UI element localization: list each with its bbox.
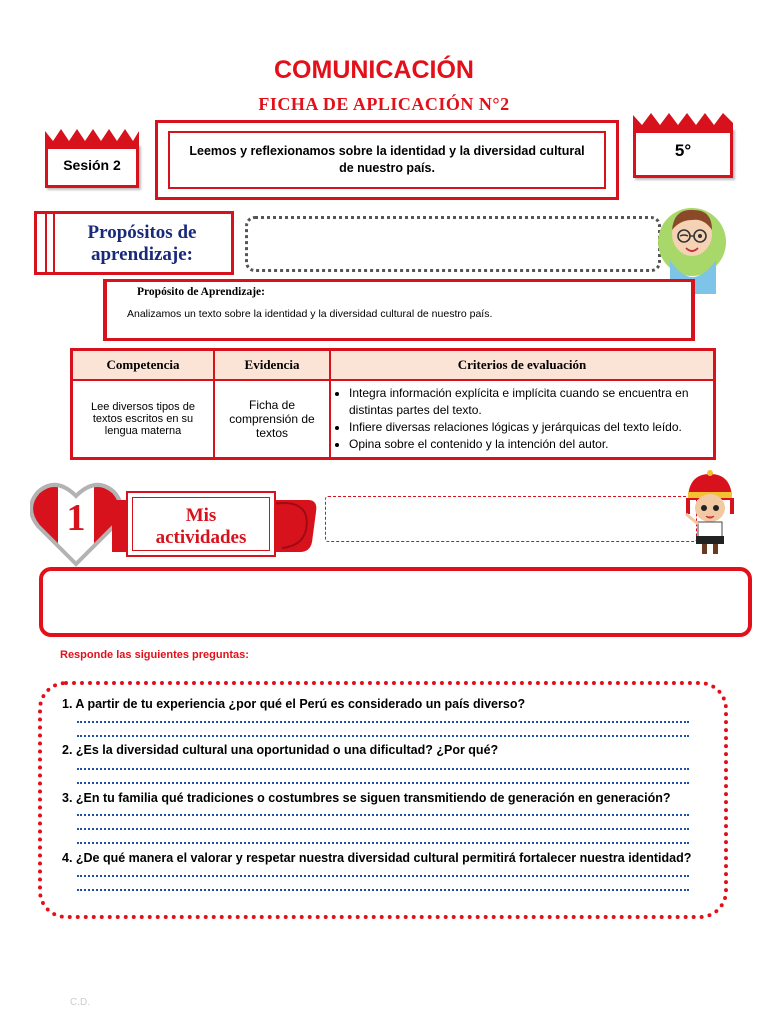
purposes-heading-box (34, 211, 234, 275)
session-box (45, 144, 139, 188)
question-4: 4. ¿De qué manera el valorar y respetar nuestra diversidad cultural permitirá fortalecer nuestra identidad? (62, 851, 692, 865)
footer-watermark: C.D. (70, 997, 90, 1008)
activities-label (128, 505, 274, 549)
answer-line[interactable] (77, 814, 689, 816)
purposes-side-bar (45, 214, 55, 272)
page-subtitle: FICHA DE APLICACIÓN N°2 (258, 94, 510, 114)
activities-dashed-box (325, 496, 697, 542)
answer-line[interactable] (77, 782, 689, 784)
activities-label-box (126, 491, 276, 557)
criteria-list (337, 385, 707, 453)
empty-rounded-box (39, 567, 752, 637)
topic-inner-frame (168, 131, 606, 189)
table-header-row (72, 350, 715, 381)
grade-label: 5° (674, 141, 692, 160)
activity-number: 1 (66, 497, 86, 539)
purpose-box (103, 279, 695, 341)
activities-label-line1: Mis (185, 505, 217, 526)
table-header-criterios: Criterios de evaluación (330, 350, 715, 381)
instructions-text: Responde las siguientes preguntas: (60, 649, 249, 661)
question-1: 1. A partir de tu experiencia ¿por qué el Perú es considerado un país diverso? (62, 697, 526, 711)
question-3: 3. ¿En tu familia qué tradiciones o costumbres se siguen transmitiendo de generación en generación? (62, 791, 671, 805)
crown-decoration (45, 127, 139, 149)
answer-line[interactable] (77, 875, 689, 877)
table-cell-criterios (330, 380, 715, 459)
table-header-competencia: Competencia (72, 350, 215, 381)
grade-box (633, 128, 733, 178)
answer-line[interactable] (77, 889, 689, 891)
answer-line[interactable] (77, 735, 689, 737)
table-row (72, 380, 715, 459)
session-label: Sesión 2 (63, 157, 121, 173)
topic-text: Leemos y reflexionamos sobre la identidad y la diversidad cultural de nuestro país. (189, 144, 585, 175)
purposes-dotted-box (245, 216, 661, 272)
purpose-title: Propósito de Aprendizaje: (137, 286, 265, 298)
table-cell-competencia: Lee diversos tipos de textos escritos en su lengua materna (72, 380, 215, 459)
competency-table (70, 348, 716, 460)
activities-label-line2: actividades (155, 527, 247, 548)
girl-andean-hat-illustration (680, 470, 740, 556)
purpose-text: Analizamos un texto sobre la identidad y la diversidad cultural de nuestro país. (127, 308, 493, 320)
table-cell-evidencia: Ficha de comprensión de textos (214, 380, 330, 459)
page-title: COMUNICACIÓN (274, 56, 474, 84)
answer-line[interactable] (77, 842, 689, 844)
answer-line[interactable] (77, 768, 689, 770)
list-item: • Opina sobre el contenido y la intención del autor. (349, 436, 707, 453)
answer-line[interactable] (77, 828, 689, 830)
question-2: 2. ¿Es la diversidad cultural una oportunidad o una dificultad? ¿Por qué? (62, 743, 499, 757)
purposes-heading-line1: Propósitos de (87, 222, 197, 243)
purposes-heading-line2: aprendizaje: (90, 244, 194, 265)
list-item: • Infiere diversas relaciones lógicas y jerárquicas del texto leído. (349, 419, 707, 436)
purposes-heading (61, 222, 223, 266)
table-header-evidencia: Evidencia (214, 350, 330, 381)
list-item: • Integra información explícita e implícita cuando se encuentra en distintas partes del texto. (349, 385, 707, 419)
crown-decoration (633, 111, 733, 133)
answer-line[interactable] (77, 721, 689, 723)
topic-box (155, 120, 619, 200)
